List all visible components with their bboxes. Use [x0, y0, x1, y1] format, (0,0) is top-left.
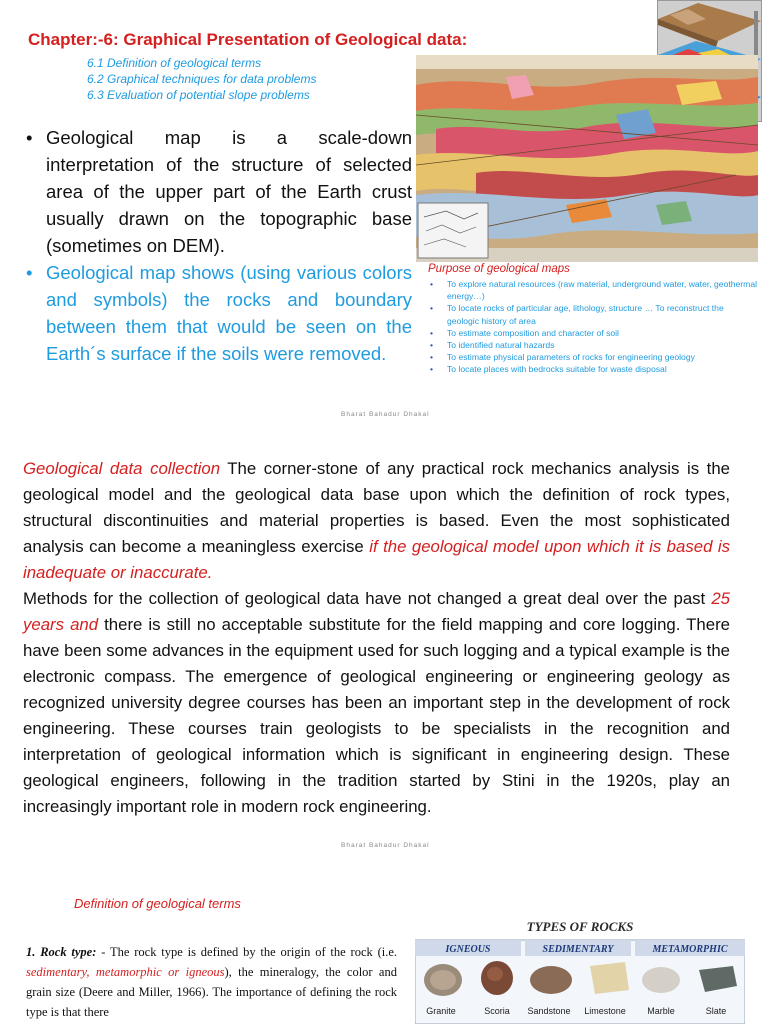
rock-label: Scoria	[484, 1006, 510, 1016]
author-credit: Bharat Bahadur Dhakal	[341, 842, 430, 849]
limestone-sample-image	[590, 962, 629, 994]
category-label: SEDIMENTARY	[542, 944, 614, 955]
emphasis-text: if the geological model upon which it is based is inadequate or inaccurate.	[23, 537, 730, 582]
paragraph-text: The corner-stone of any practical rock mechanics analysis is the geological model and the geological data base upon which the definition of rock types, structural discontinuities and material properties is based. Even the most sophisticated analysis can become a meaningless exercise	[23, 459, 730, 556]
sandstone-sample-image	[530, 966, 572, 994]
purpose-box	[428, 263, 758, 376]
paragraph-2	[23, 586, 730, 820]
rock-label: Slate	[705, 1006, 727, 1016]
purpose-item: • To estimate composition and character of soil	[428, 327, 758, 339]
item-term: Rock type:	[40, 945, 97, 959]
bullet-text: Geological map is a scale-down interpretation of the structure of selected area of the upper part of the Earth crust usually drawn on the topographic base (sometimes on DEM).	[46, 127, 412, 256]
paragraph-text: there is still no acceptable substitute for the field mapping and core logging. There have been some advances in the equipment used for such logging and a typical example is the electronic compass. The emergence of geological engineering or engineering geology as recognized university degree courses has been an important step in the development of rock engineering. These courses train geologists to be specialists in the recognition and interpretation of geological information which is significant in engineering design. These geological engineers, following in the tradition started by Stini in the 1920s, play an increasingly important role in modern rock engineering.	[23, 615, 730, 816]
purpose-item: • To identified natural hazards	[428, 339, 758, 351]
bullet-item	[26, 259, 412, 367]
definition-text: - The rock type is defined by the origin of the rock (i.e.	[96, 945, 397, 959]
paragraph-text: Methods for the collection of geological data have not changed a great deal over the past	[23, 589, 712, 608]
rock-label: Granite	[426, 1006, 456, 1016]
purpose-title: Purpose of geological maps	[428, 263, 570, 275]
paragraph-1	[23, 456, 730, 586]
purpose-item: • To locate rocks of particular age, lithology, structure … To reconstruct the geologic history of area	[428, 302, 758, 326]
purpose-list	[428, 278, 758, 376]
geological-map-image	[416, 55, 758, 262]
definition-text: ), the mineralogy, the color and grain size (Deere and Miller, 1966). The importance of defining the rock type is that there	[26, 965, 397, 1019]
rock-type-definition	[26, 942, 397, 1022]
bullet-dot-icon: •	[26, 262, 33, 283]
rock-label: Limestone	[584, 1006, 626, 1016]
table-of-contents	[87, 55, 316, 103]
toc-item: 6.3 Evaluation of potential slope problems	[87, 88, 310, 102]
category-label: METAMORPHIC	[652, 944, 728, 955]
bullet-dot-icon: •	[26, 127, 33, 148]
rock-types-figure	[415, 916, 745, 1024]
author-credit: Bharat Bahadur Dhakal	[341, 411, 430, 418]
purpose-item: • To locate places with bedrocks suitable for waste disposal	[428, 363, 758, 375]
category-label: IGNEOUS	[445, 944, 491, 955]
marble-sample-image	[642, 967, 680, 993]
emphasis-text: 25 years and	[23, 589, 730, 634]
definition-heading: Definition of geological terms	[74, 896, 241, 911]
purpose-item: • To estimate physical parameters of rocks for engineering geology	[428, 351, 758, 363]
item-number: 1.	[26, 945, 36, 959]
toc-item: 6.1 Definition of geological terms	[87, 56, 262, 70]
purpose-item: • To explore natural resources (raw material, underground water, water, geothermal energy…)	[428, 278, 758, 302]
emphasis-text: sedimentary, metamorphic or igneous	[26, 965, 225, 979]
chapter-title: Chapter:-6: Graphical Presentation of Geological data:	[28, 30, 468, 49]
bullet-item	[26, 124, 412, 259]
slide1-bullet-list	[26, 124, 412, 367]
rocks-title: TYPES OF ROCKS	[526, 919, 634, 934]
bullet-text: Geological map shows (using various colors and symbols) the rocks and boundary between them that would be seen on the Earth´s surface if the soils were removed.	[46, 262, 412, 364]
section-title: Geological data collection	[23, 459, 221, 478]
rock-label: Sandstone	[527, 1006, 571, 1016]
rock-label: Marble	[647, 1006, 675, 1016]
data-collection-paragraph	[23, 456, 730, 820]
toc-item: 6.2 Graphical techniques for data problems	[87, 72, 317, 86]
